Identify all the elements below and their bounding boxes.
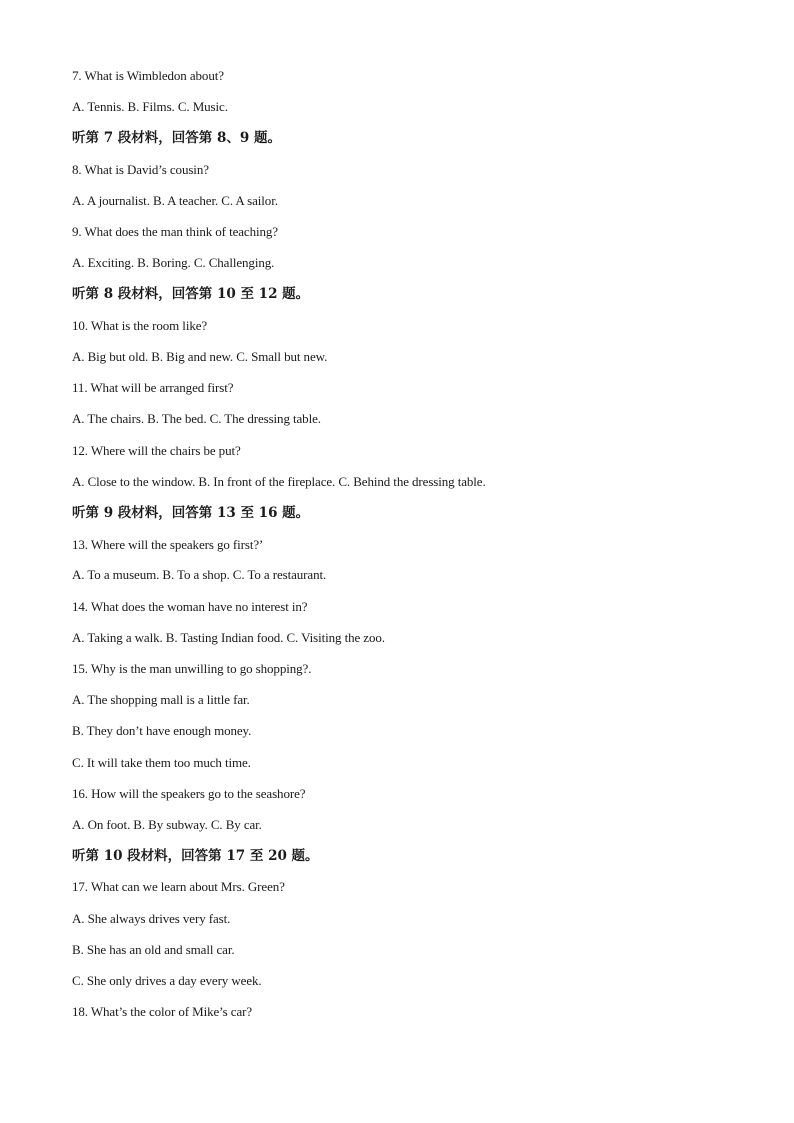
question-14: 14. What does the woman have no interest in? <box>72 599 308 614</box>
option-17b: B. She has an old and small car. <box>72 942 235 957</box>
options-14: A. Taking a walk. B. Tasting Indian food. C. Visiting the zoo. <box>72 630 385 645</box>
options-7: A. Tennis. B. Films. C. Music. <box>72 99 228 114</box>
options-8: A. A journalist. B. A teacher. C. A sailor. <box>72 193 278 208</box>
options-16: A. On foot. B. By subway. C. By car. <box>72 817 262 832</box>
option-15a: A. The shopping mall is a little far. <box>72 692 250 707</box>
question-12: 12. Where will the chairs be put? <box>72 443 241 458</box>
options-9: A. Exciting. B. Boring. C. Challenging. <box>72 255 275 270</box>
question-16: 16. How will the speakers go to the seashore? <box>72 786 306 801</box>
question-17: 17. What can we learn about Mrs. Green? <box>72 879 285 894</box>
question-13: 13. Where will the speakers go first?’ <box>72 537 264 552</box>
question-15: 15. Why is the man unwilling to go shopping?. <box>72 661 312 676</box>
section-heading-10: 听第 10 段材料，回答第 17 至 20 题。 <box>72 848 319 864</box>
question-8: 8. What is David’s cousin? <box>72 162 209 177</box>
options-11: A. The chairs. B. The bed. C. The dressing table. <box>72 411 321 426</box>
question-10: 10. What is the room like? <box>72 318 208 333</box>
section-heading-9: 听第 9 段材料，回答第 13 至 16 题。 <box>72 505 310 521</box>
section-heading-8: 听第 8 段材料，回答第 10 至 12 题。 <box>72 286 310 302</box>
options-10: A. Big but old. B. Big and new. C. Small but new. <box>72 349 328 364</box>
options-13: A. To a museum. B. To a shop. C. To a restaurant. <box>72 567 327 582</box>
question-7: 7. What is Wimbledon about? <box>72 68 224 83</box>
option-15c: C. It will take them too much time. <box>72 755 251 770</box>
question-18: 18. What’s the color of Mike’s car? <box>72 1004 253 1019</box>
option-15b: B. They don’t have enough money. <box>72 723 252 738</box>
option-17a: A. She always drives very fast. <box>72 911 231 926</box>
options-12: A. Close to the window. B. In front of the fireplace. C. Behind the dressing table. <box>72 474 486 489</box>
option-17c: C. She only drives a day every week. <box>72 973 262 988</box>
section-heading-7: 听第 7 段材料，回答第 8、9 题。 <box>72 130 281 146</box>
question-9: 9. What does the man think of teaching? <box>72 224 278 239</box>
question-11: 11. What will be arranged first? <box>72 380 234 395</box>
